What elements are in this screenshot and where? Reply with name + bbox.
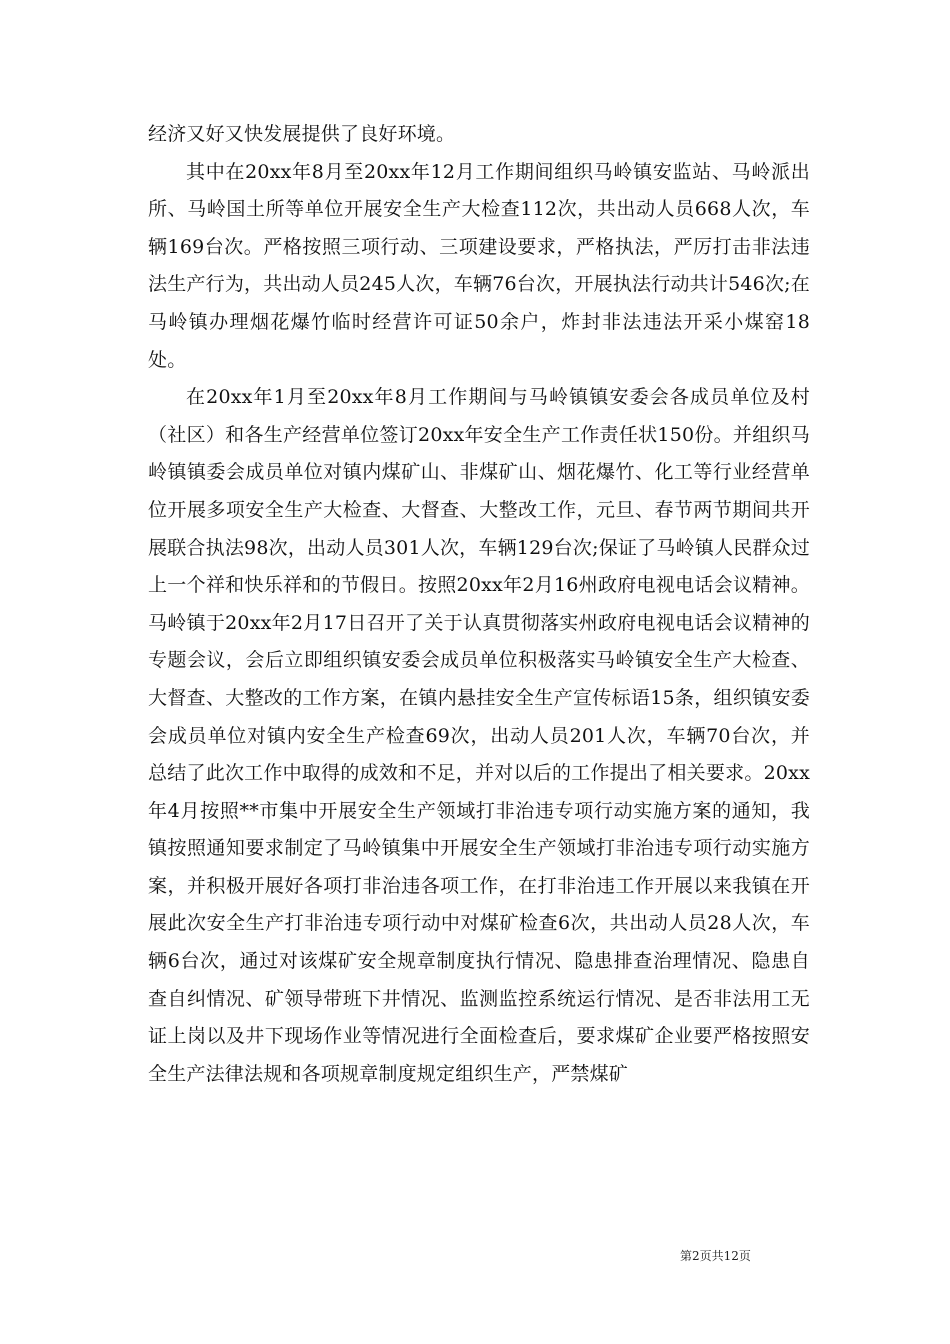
page-number: 第2页共12页 <box>680 1249 751 1263</box>
paragraph-1: 经济又好又快发展提供了良好环境。 <box>148 123 456 145</box>
document-body <box>148 116 810 1093</box>
paragraph-3: 在20xx年1月至20xx年8月工作期间与马岭镇镇安委会各成员单位及村（社区）和各生产经营单位签订20xx年安全生产工作责任状150份。并组织马岭镇镇委会成员单位对镇内煤矿山、非煤矿山、烟花爆竹、化工等行业经营单位开展多项安全生产大检查、大督查、大整改工作，元旦、春节两节期间共开展联合执法98次，出动人员301人次，车辆129台次;保证了马岭镇人民群众过上一个祥和快乐祥和的节假日。按照20xx年2月16州政府电视电话会议精神。马岭镇于20xx年2月17日召开了关于认真贯彻落实州政府电视电话会议精神的专题会议，会后立即组织镇安委会成员单位积极落实马岭镇安全生产大检查、大督查、大整改的工作方案，在镇内悬挂安全生产宣传标语15条，组织镇安委会成员单位对镇内安全生产检查69次，出动人员201人次，车辆70台次，并总结了此次工作中取得的成效和不足，并对以后的工作提出了相关要求。20xx年4月按照**市集中开展安全生产领域打非治违专项行动实施方案的通知，我镇按照通知要求制定了马岭镇集中开展安全生产领域打非治违专项行动实施方案，并积极开展好各项打非治违各项工作，在打非治违工作开展以来我镇在开展此次安全生产打非治违专项行动中对煤矿检查6次，共出动人员28人次，车辆6台次，通过对该煤矿安全规章制度执行情况、隐患排查治理情况、隐患自查自纠情况、矿领导带班下井情况、监测监控系统运行情况、是否非法用工无证上岗以及井下现场作业等情况进行全面检查后，要求煤矿企业要严格按照安全生产法律法规和各项规章制度规定组织生产，严禁煤矿 <box>148 386 810 1085</box>
paragraph-2: 其中在20xx年8月至20xx年12月工作期间组织马岭镇安监站、马岭派出所、马岭国土所等单位开展安全生产大检查112次，共出动人员668人次，车辆169台次。严格按照三项行动、三项建设要求，严格执法，严厉打击非法违法生产行为，共出动人员245人次，车辆76台次，开展执法行动共计546次;在马岭镇办理烟花爆竹临时经营许可证50余户，炸封非法违法开采小煤窑18处。 <box>148 160 810 371</box>
